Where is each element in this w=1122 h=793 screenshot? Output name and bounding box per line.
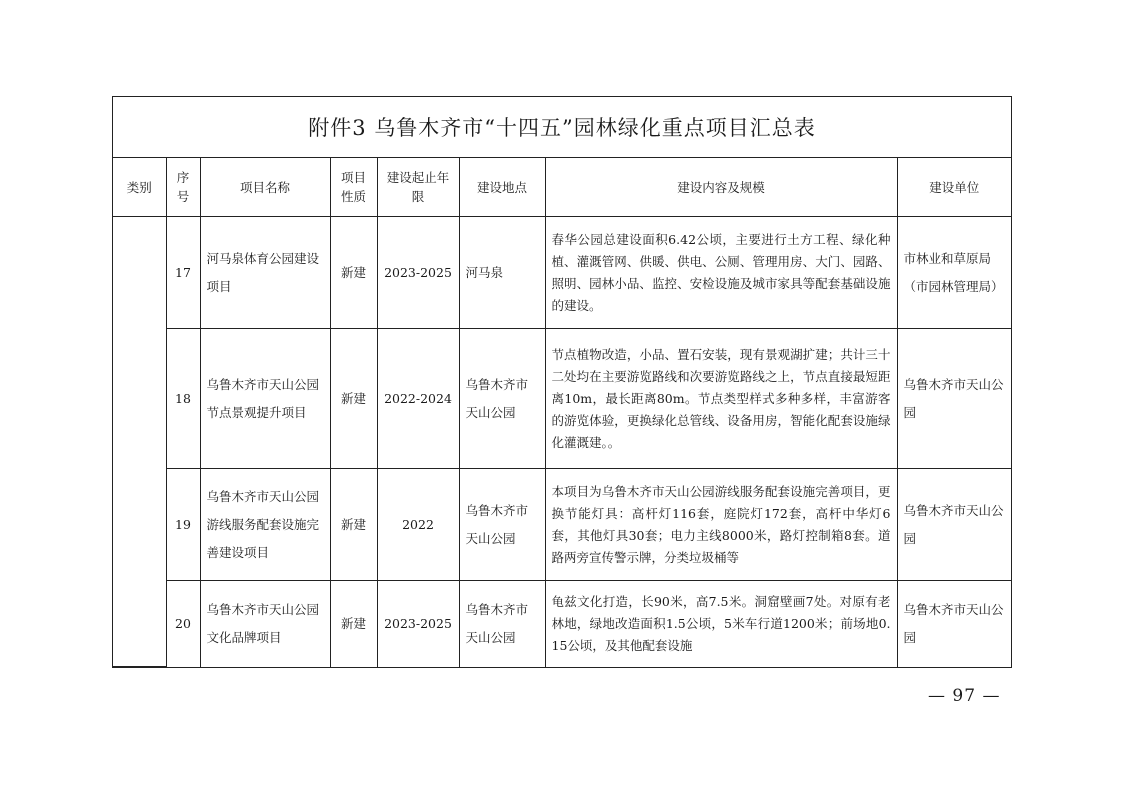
location-cell: 乌鲁木齐市天山公园 (459, 469, 545, 581)
seq-cell: 17 (166, 217, 200, 329)
content-cell: 春华公园总建设面积6.42公顷，主要进行土方工程、绿化种植、灌溉管网、供暖、供电、公厕、管理用房、大门、园路、照明、园林小品、监控、安检设施及城市家具等配套基础设施的建设。 (545, 217, 897, 329)
content-cell: 节点植物改造，小品、置石安装，现有景观湖扩建；共计三十二处均在主要游览路线和次要游览路线之上，节点直接最短距离10m，最长距离80m。节点类型样式多种多样，丰富游客的游览体验，更换绿化总管线、设备用房，智能化配套设施绿化灌溉建。。 (545, 329, 897, 469)
header-category: 类别 (113, 158, 166, 217)
period-cell: 2023-2025 (377, 581, 459, 667)
name-cell: 乌鲁木齐市天山公园文化品牌项目 (200, 581, 330, 667)
nature-cell: 新建 (330, 217, 377, 329)
unit-cell: 乌鲁木齐市天山公园 (897, 581, 1011, 667)
location-cell: 河马泉 (459, 217, 545, 329)
period-cell: 2022 (377, 469, 459, 581)
seq-cell: 18 (166, 329, 200, 469)
unit-cell: 市林业和草原局（市园林管理局） (897, 217, 1011, 329)
header-seq: 序号 (166, 158, 200, 217)
project-table (113, 158, 1011, 667)
name-cell: 河马泉体育公园建设项目 (200, 217, 330, 329)
content-cell: 本项目为乌鲁木齐市天山公园游线服务配套设施完善项目，更换节能灯具：高杆灯116套，庭院灯172套，高杆中华灯6套，其他灯具30套；电力主线8000米，路灯控制箱8套。道路两旁宣传警示牌，分类垃圾桶等 (545, 469, 897, 581)
header-location: 建设地点 (459, 158, 545, 217)
location-cell: 乌鲁木齐市天山公园 (459, 329, 545, 469)
table-row (113, 329, 1011, 469)
header-nature: 项目性质 (330, 158, 377, 217)
header-content: 建设内容及规模 (545, 158, 897, 217)
name-cell: 乌鲁木齐市天山公园游线服务配套设施完善建设项目 (200, 469, 330, 581)
nature-cell: 新建 (330, 581, 377, 667)
unit-cell: 乌鲁木齐市天山公园 (897, 469, 1011, 581)
header-row (113, 158, 1011, 217)
nature-cell: 新建 (330, 469, 377, 581)
unit-cell: 乌鲁木齐市天山公园 (897, 329, 1011, 469)
summary-table-sheet (112, 96, 1012, 668)
nature-cell: 新建 (330, 329, 377, 469)
table-row (113, 469, 1011, 581)
header-period: 建设起止年限 (377, 158, 459, 217)
header-unit: 建设单位 (897, 158, 1011, 217)
table-row (113, 217, 1011, 329)
seq-cell: 19 (166, 469, 200, 581)
category-cell (113, 217, 166, 667)
period-cell: 2022-2024 (377, 329, 459, 469)
table-title: 附件3 乌鲁木齐市“十四五”园林绿化重点项目汇总表 (113, 97, 1011, 158)
content-cell: 龟兹文化打造，长90米，高7.5米。洞窟壁画7处。对原有老林地，绿地改造面积1.5公顷，5米车行道1200米；前场地0.15公顷，及其他配套设施 (545, 581, 897, 667)
location-cell: 乌鲁木齐市天山公园 (459, 581, 545, 667)
period-cell: 2023-2025 (377, 217, 459, 329)
name-cell: 乌鲁木齐市天山公园节点景观提升项目 (200, 329, 330, 469)
seq-cell: 20 (166, 581, 200, 667)
header-name: 项目名称 (200, 158, 330, 217)
table-row (113, 581, 1011, 667)
page-number: — 97 — (928, 686, 1001, 706)
